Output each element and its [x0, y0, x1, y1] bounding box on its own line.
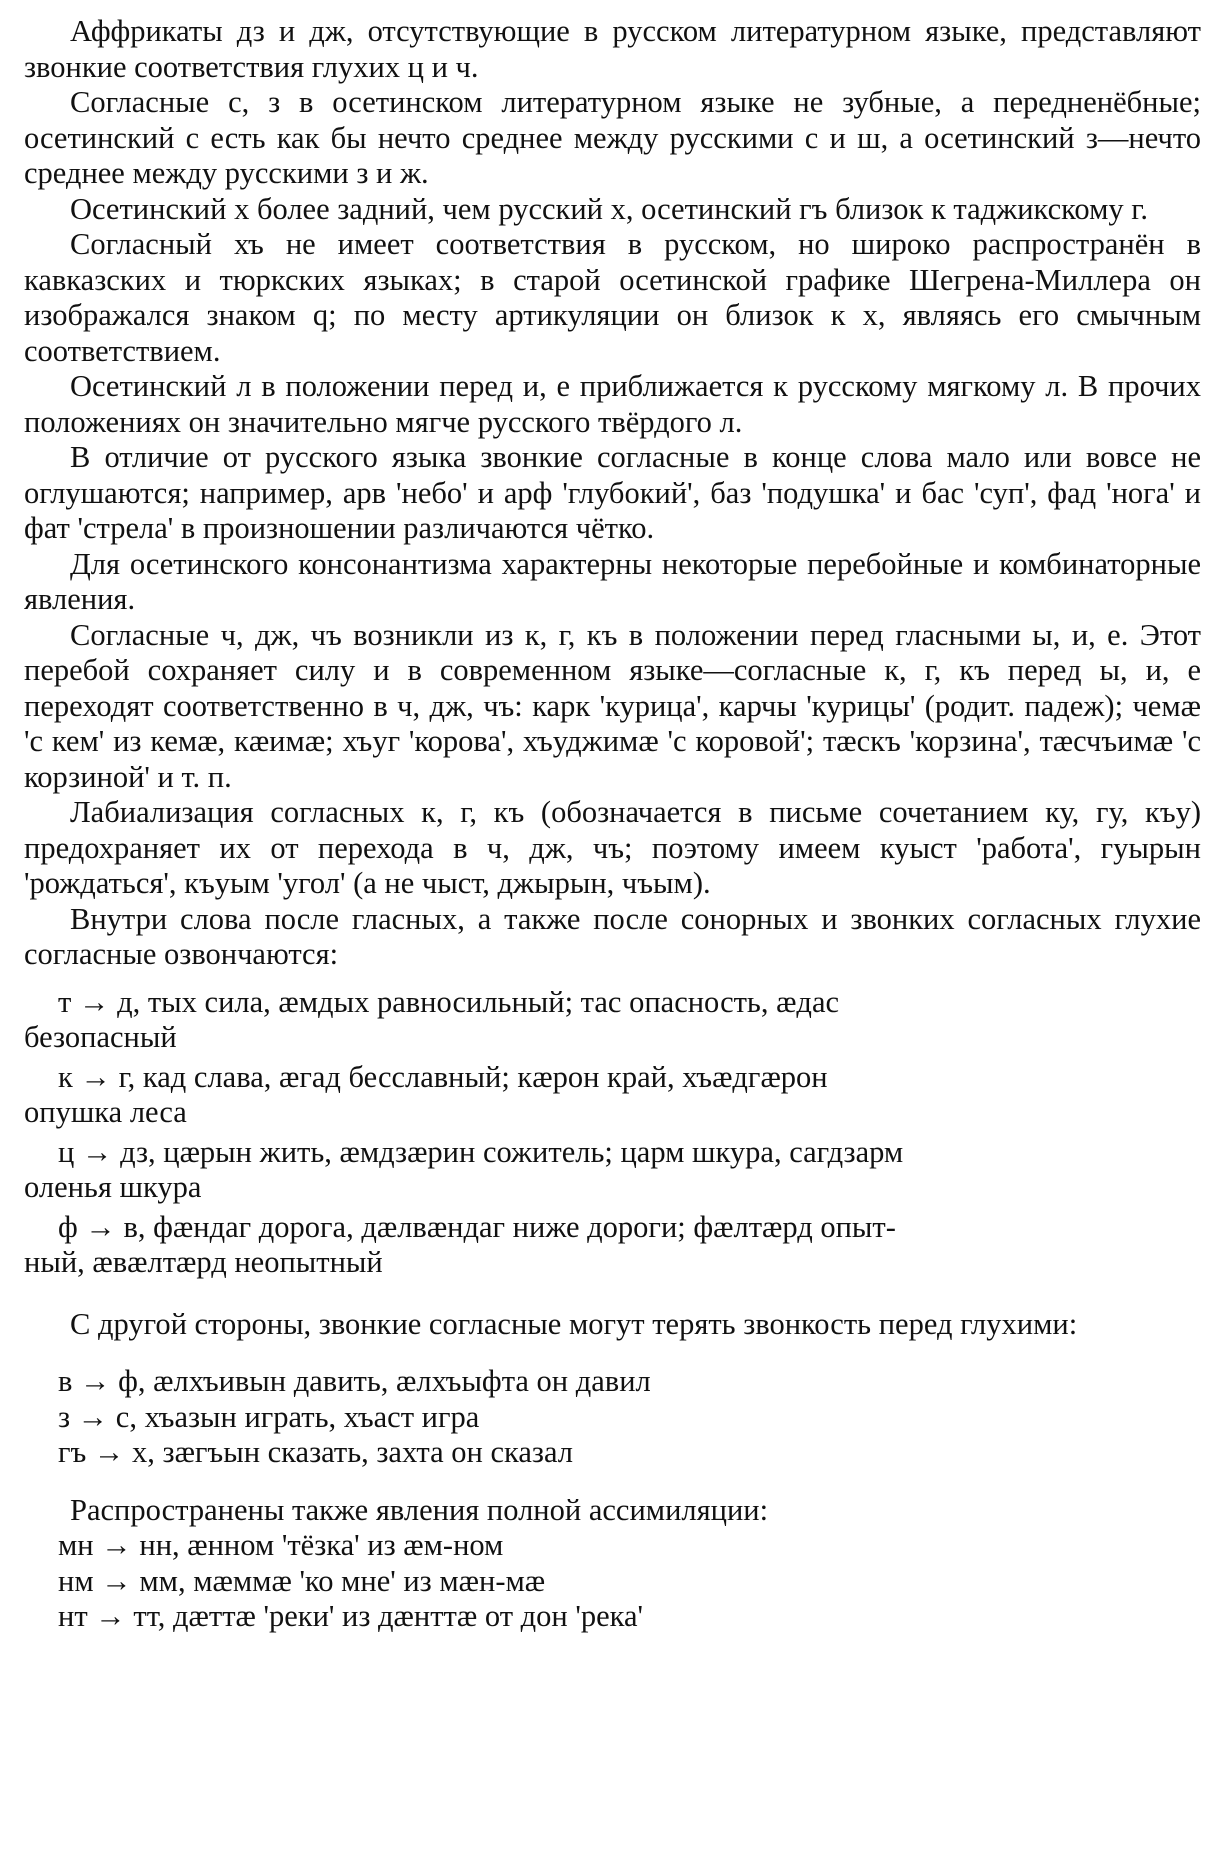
paragraph-palatalization: Согласные ч, дж, чъ возникли из к, г, къ в положении перед гласными ы, и, е. Этот перебой сохраняет силу и в современном языке—согласные к, г, къ перед ы, и, е переходят соответственно в ч, дж, чъ: карк 'курица', карчы 'курицы' (родит. падеж); чемæ 'с кем' из кемæ, кæимæ; хъуг 'корова', хъуджимæ 'с коровой'; тæскъ 'корзина', тæсчъимæ 'с корзиной' и т. п.	[24, 617, 1201, 794]
voicing-example	[24, 985, 1201, 1056]
devoicing-example: з → с, хъазын играть, хъаст игра	[58, 1399, 480, 1434]
paragraph-sibilants: Согласные с, з в осетинском литературном языке не зубные, а передненёбные; осетинский с есть как бы нечто среднее между русскими с и ш, а осетинский з—нечто среднее между русскими з и ж.	[24, 85, 1201, 190]
spacer	[24, 1471, 1201, 1493]
paragraph-velar-x: Осетинский х более задний, чем русский х, осетинский гъ близок к таджикскому г.	[70, 191, 1148, 226]
devoicing-example: в → ф, æлхъивын давить, æлхъыфта он давил	[58, 1364, 651, 1398]
spacer	[24, 1285, 1201, 1307]
voicing-example	[24, 1210, 1201, 1281]
spacer	[24, 1342, 1201, 1364]
paragraph-lateral-l: Осетинский л в положении перед и, е приближается к русскому мягкому л. В прочих положениях он значительно мягче русского твёрдого л.	[24, 369, 1201, 439]
voicing-example-line: т → д, тых сила, æмдых равносильный; тас опасность, æдас	[58, 984, 840, 1019]
paragraph-uvular-stop: Согласный хъ не имеет соответствия в русском, но широко распространён в кавказских и тюркских языках; в старой осетинской графике Шегрена-Миллера он изображался знаком q; по месту артикуляции он близок к х, являясь его смычным соответствием.	[24, 227, 1201, 368]
spacer	[24, 973, 1201, 985]
assimilation-example: нт → тт, дæттæ 'реки' из дæнттæ от дон 'река'	[58, 1599, 644, 1633]
paragraph-final-voicing: В отличие от русского языка звонкие согласные в конце слова мало или вовсе не оглушаются; например, арв 'небо' и арф 'глубокий', баз 'подушка' и бас 'суп', фад 'нога' и фат 'стрела' в произношении различаются чётко.	[24, 440, 1201, 545]
paragraph-assimilation-intro: Распространены также явления полной ассимиляции:	[70, 1492, 769, 1527]
voicing-example-continuation: опушка леса	[24, 1095, 187, 1129]
voicing-example-continuation: ный, æвæлтæрд неопытный	[24, 1245, 383, 1279]
assimilation-example: нм → мм, мæммæ 'ко мне' из мæн-мæ	[58, 1563, 546, 1598]
voicing-example	[24, 1060, 1201, 1131]
paragraph-affricates: Аффрикаты дз и дж, отсутствующие в русском литературном языке, представляют звонкие соответствия глухих ц и ч.	[24, 14, 1201, 84]
devoicing-example: гъ → х, зæгъын сказать, захта он сказал	[58, 1435, 574, 1469]
voicing-example-line: ф → в, фæндаг дорога, дæлвæндаг ниже дороги; фæлтæрд опыт-	[58, 1209, 896, 1244]
voicing-example	[24, 1135, 1201, 1206]
assimilation-example: мн → нн, æнном 'тёзка' из æм-ном	[58, 1528, 504, 1562]
voicing-example-line: ц → дз, цæрын жить, æмдзæрин сожитель; царм шкура, сагдзарм	[58, 1134, 904, 1169]
voicing-example-continuation: оленья шкура	[24, 1170, 202, 1204]
paragraph-consonantism: Для осетинского консонантизма характерны некоторые перебойные и комбинаторные явления.	[24, 546, 1201, 616]
paragraph-devoicing-intro: С другой стороны, звонкие согласные могут терять звонкость перед глухими:	[70, 1306, 1078, 1341]
voicing-example-continuation: безопасный	[24, 1020, 177, 1054]
paragraph-labialization: Лабиализация согласных к, г, къ (обозначается в письме сочетанием ку, гу, къу) предохраняет их от перехода в ч, дж, чъ; поэтому имеем куыст 'работа', гуырын 'рождаться', къуым 'угол' (а не чыст, джырын, чъым).	[24, 795, 1201, 900]
paragraph-voicing-intro: Внутри слова после гласных, а также после сонорных и звонких согласных глухие согласные озвончаются:	[24, 901, 1201, 971]
voicing-example-line: к → г, кад слава, æгад бесславный; кæрон край, хъæдгæрон	[58, 1059, 828, 1094]
